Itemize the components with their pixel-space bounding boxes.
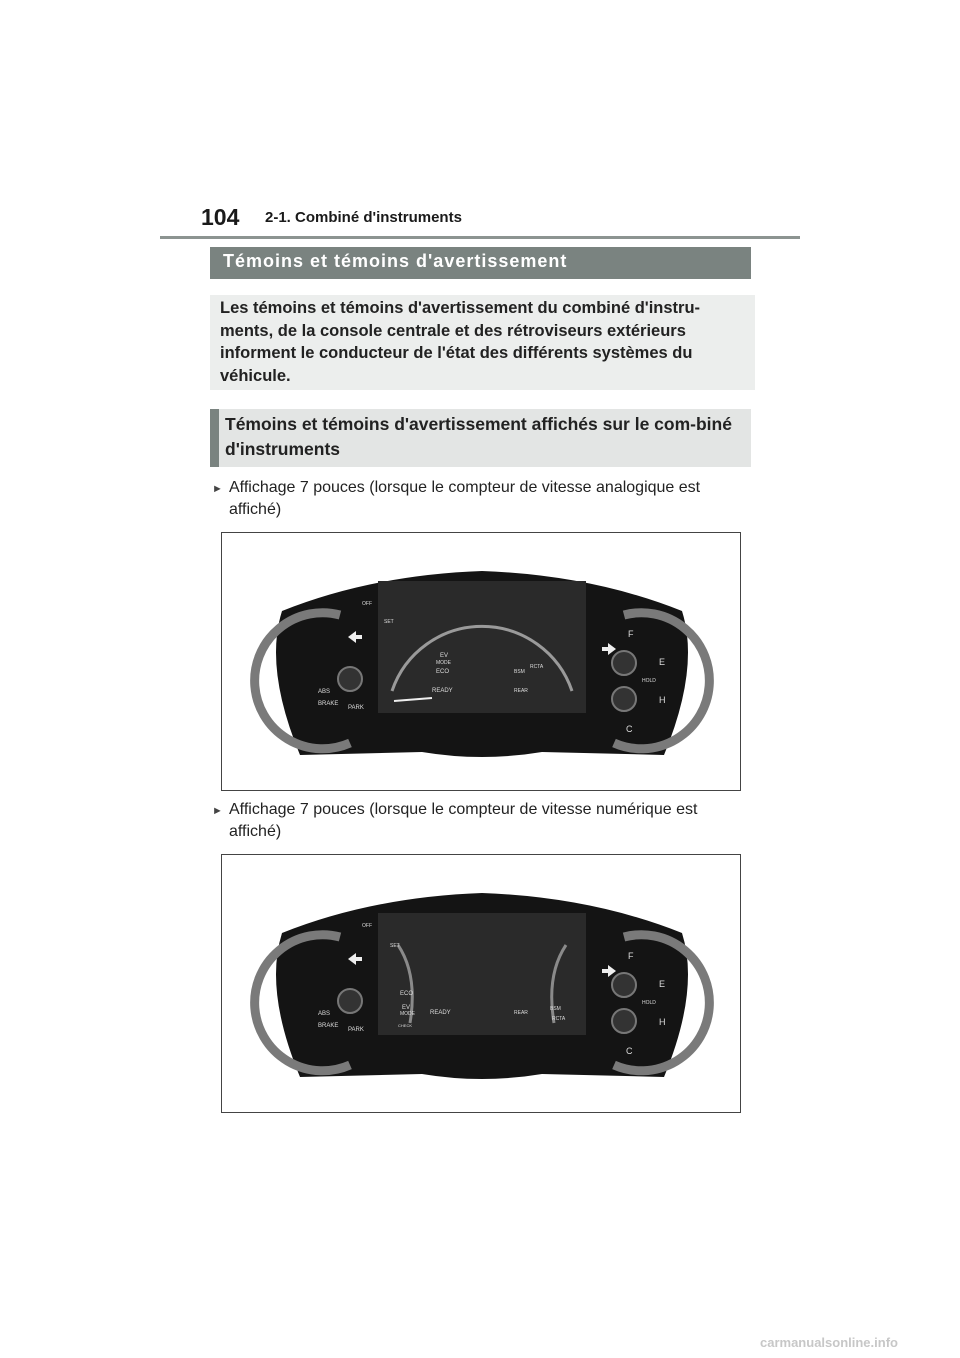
ready-label: READY xyxy=(432,688,453,694)
brake-label: BRAKE xyxy=(318,1023,339,1029)
set-label: SET xyxy=(384,619,394,625)
hold-label: HOLD xyxy=(642,678,656,684)
temp-dial-knob xyxy=(612,1009,636,1033)
temp-cold-label: C xyxy=(626,724,633,734)
page-number: 104 xyxy=(201,204,240,230)
fuel-dial-knob xyxy=(612,973,636,997)
bsm-label: BSM xyxy=(514,669,525,675)
off-label: OFF xyxy=(362,923,372,929)
section-title-bar xyxy=(210,247,751,279)
cluster-illustration-analog xyxy=(222,533,742,792)
ev-label: EV xyxy=(402,1005,411,1011)
park-label: PARK xyxy=(348,1027,364,1033)
fuel-full-label: F xyxy=(628,629,634,639)
off-label: OFF xyxy=(362,601,372,607)
subsection-title: Témoins et témoins d'avertissement affichés sur le com-biné d'instruments xyxy=(225,414,732,459)
fuel-dial-knob xyxy=(612,651,636,675)
eco-label: ECO xyxy=(400,991,414,997)
page-header xyxy=(160,200,800,239)
cluster-figure-analog xyxy=(221,532,741,791)
caption-analog: Affichage 7 pouces (lorsque le compteur de vitesse analogique est affiché) xyxy=(229,479,701,518)
cluster-figure-digital xyxy=(221,854,741,1113)
cluster-illustration-digital xyxy=(222,855,742,1114)
temp-cold-label: C xyxy=(626,1046,633,1056)
check-label: CHECK xyxy=(398,1023,413,1028)
intro-box xyxy=(210,295,755,390)
bsm-label: BSM xyxy=(550,1006,561,1012)
mode-label: MODE xyxy=(436,660,451,666)
watermark: carmanualsonline.info xyxy=(760,1335,898,1350)
temp-dial-knob xyxy=(612,687,636,711)
set-label: SET xyxy=(390,943,400,949)
section-title: Témoins et témoins d'avertissement xyxy=(223,251,568,271)
abs-label: ABS xyxy=(318,689,331,695)
caption-digital: Affichage 7 pouces (lorsque le compteur de vitesse numérique est affiché) xyxy=(229,801,698,840)
rear-label: REAR xyxy=(514,1010,528,1016)
abs-label: ABS xyxy=(318,1011,331,1017)
bullet-arrow-icon: ► xyxy=(212,805,223,817)
ready-label: READY xyxy=(430,1010,451,1016)
fuel-full-label: F xyxy=(628,951,634,961)
fuel-empty-label: E xyxy=(659,657,666,667)
rcta-label: RCTA xyxy=(552,1016,566,1022)
mode-label: MODE xyxy=(400,1011,415,1017)
park-label: PARK xyxy=(348,705,364,711)
intro-text: Les témoins et témoins d'avertissement du combiné d'instru-ments, de la console centrale et des rétroviseurs extérieurs informent le conducteur de l'état des différents systèmes du véhicule. xyxy=(220,299,701,385)
eco-label: ECO xyxy=(436,669,450,675)
left-dial-knob xyxy=(338,989,362,1013)
hold-label: HOLD xyxy=(642,1000,656,1006)
subsection-title-bar xyxy=(210,409,751,467)
rcta-label: RCTA xyxy=(530,664,544,670)
ev-label: EV xyxy=(440,653,449,659)
brake-label: BRAKE xyxy=(318,701,339,707)
fuel-empty-label: E xyxy=(659,979,666,989)
temp-hot-label: H xyxy=(659,695,666,705)
temp-hot-label: H xyxy=(659,1017,666,1027)
bullet-arrow-icon: ► xyxy=(212,483,223,495)
left-dial-knob xyxy=(338,667,362,691)
chapter-title: 2-1. Combiné d'instruments xyxy=(265,209,462,226)
center-screen xyxy=(378,581,586,713)
rear-label: REAR xyxy=(514,688,528,694)
